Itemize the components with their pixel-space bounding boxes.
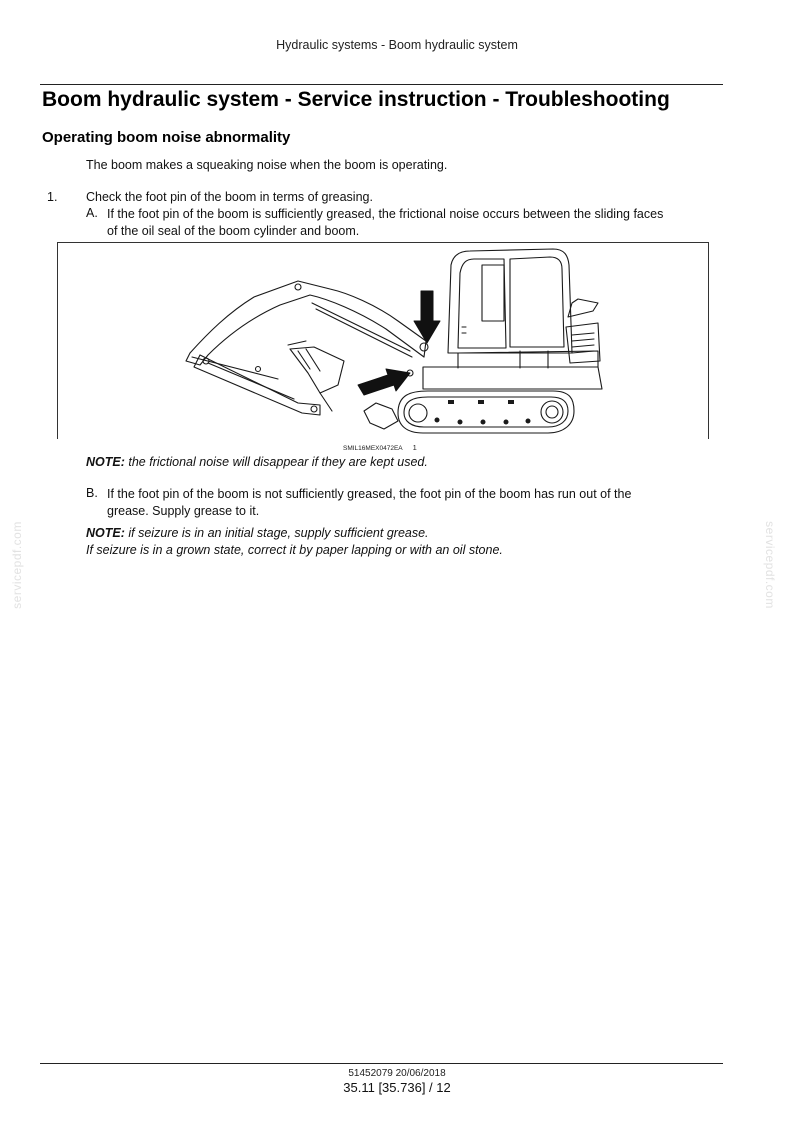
note-text: the frictional noise will disappear if they are kept used. [128,455,428,469]
note-2-line-2: If seizure is in a grown state, correct it by paper lapping or with an oil stone. [86,543,503,557]
note-label: NOTE: [86,455,125,469]
page-reference: 35.11 [35.736] / 12 [343,1080,451,1095]
figure-caption [343,443,417,452]
substep-a-label: A. [86,206,98,220]
track-assembly [398,391,574,433]
substep-b-line-1: If the foot pin of the boom is not sufficiently greased, the foot pin of the boom has run out of the [107,487,632,501]
substep-a-line-1: If the foot pin of the boom is sufficiently greased, the frictional noise occurs between the sliding faces [107,207,664,221]
note-text: if seizure is in an initial stage, supply sufficient grease. [128,526,429,540]
section-heading: Operating boom noise abnormality [42,129,291,146]
boom-arm [186,281,428,376]
figure-frame [57,242,709,439]
header-divider [40,84,723,85]
watermark-right: servicepdf.com [763,521,777,609]
figure-code: SMIL16MEX0472EA [343,445,403,452]
note-1 [86,454,428,471]
note-2 [86,525,429,542]
substep-b-label: B. [86,486,98,500]
watermark-left: servicepdf.com [10,521,24,609]
bucket [288,341,344,411]
excavator-illustration [58,243,708,439]
substep-b-line-2: grease. Supply grease to it. [107,504,260,518]
step-number: 1. [47,190,58,204]
figure-number: 1 [412,443,417,452]
page-title: Boom hydraulic system - Service instruction - Troubleshooting [42,88,670,111]
step-text: Check the foot pin of the boom in terms of greasing. [86,190,373,204]
document-id: 51452079 20/06/2018 [348,1068,446,1079]
upper-structure [423,249,602,389]
footer-divider [40,1063,723,1064]
running-header: Hydraulic systems - Boom hydraulic system [276,38,518,52]
substep-a-line-2: of the oil seal of the boom cylinder and boom. [107,224,360,238]
dozer-blade [364,403,398,429]
note-label: NOTE: [86,526,125,540]
intro-paragraph: The boom makes a squeaking noise when the boom is operating. [86,158,448,172]
arrow-right-icon [358,369,410,395]
